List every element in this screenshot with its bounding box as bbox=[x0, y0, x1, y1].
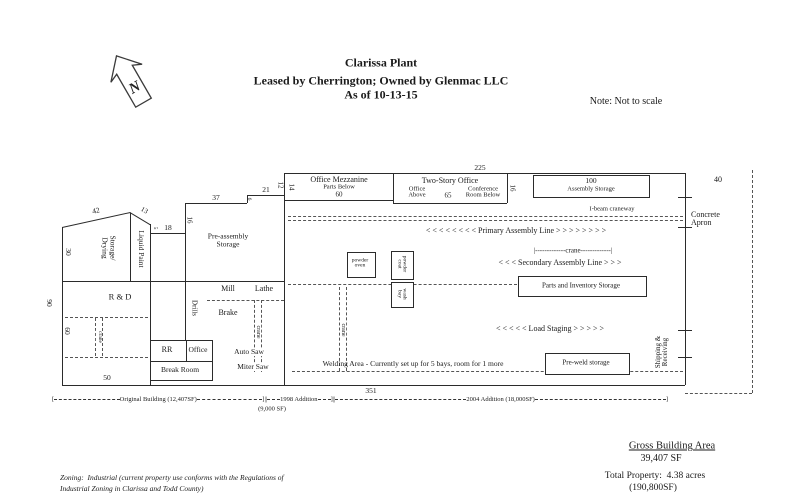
building-sections-bracket bbox=[52, 394, 668, 404]
dim-12: 12 bbox=[276, 181, 285, 189]
bracket-dash bbox=[54, 399, 120, 400]
as-of-date: As of 10-13-15 bbox=[344, 87, 418, 102]
wall-preassembly-left bbox=[185, 203, 186, 340]
break-room-label: Break Room bbox=[160, 365, 200, 375]
preweld-storage-label: Pre-weld storage bbox=[562, 358, 610, 367]
wall-step-37 bbox=[185, 203, 247, 204]
apron-boundary-bottom bbox=[685, 393, 752, 394]
powder-oven-label: powder oven bbox=[351, 257, 369, 269]
crane-label-hall: crane bbox=[340, 323, 347, 337]
crane-label-machine: crane bbox=[255, 325, 262, 339]
wall-upper-rooms-bottom bbox=[62, 281, 285, 282]
ibeam-craneway-label: I-beam craneway bbox=[589, 205, 635, 213]
wall-left bbox=[62, 227, 63, 385]
rd-crane-line bbox=[65, 357, 148, 358]
assembly-storage-label: Assembly Storage bbox=[567, 185, 615, 193]
crane-label-rd: crane bbox=[96, 331, 103, 343]
office-mezzanine-label: Office Mezzanine bbox=[310, 174, 368, 184]
addition-1998-sf: (9,000 SF) bbox=[258, 405, 286, 413]
dim-40-apron: 40 bbox=[714, 174, 722, 184]
bracket-dash bbox=[197, 399, 263, 400]
addition-1998-label: 1998 Addition bbox=[280, 395, 318, 403]
dim-5: 5 bbox=[151, 226, 158, 230]
wall-roof-slant-13 bbox=[129, 212, 150, 225]
office-label: Office bbox=[188, 345, 208, 355]
parts-inventory-label: Parts and Inventory Storage bbox=[542, 281, 620, 290]
wall-right bbox=[685, 173, 686, 385]
dim-6: 6 bbox=[245, 197, 252, 201]
auto-saw-label: Auto Saw bbox=[234, 347, 264, 357]
total-property-sf: (190,800SF) bbox=[629, 483, 677, 494]
machine-area-line bbox=[207, 300, 284, 301]
door-tick bbox=[678, 330, 692, 331]
dim-100: 100 bbox=[585, 176, 597, 186]
shipping-receiving-label: Shipping & Receiving bbox=[653, 335, 669, 369]
bracket-dash bbox=[535, 399, 666, 400]
dim-60-mezzanine: 60 bbox=[335, 190, 343, 199]
door-tick bbox=[678, 197, 692, 198]
dim-225: 225 bbox=[474, 163, 486, 173]
bracket-dash bbox=[318, 399, 331, 400]
drills-label: Drills bbox=[190, 300, 199, 316]
rd-label: R & D bbox=[108, 291, 132, 302]
lease-line: Leased by Cherrington; Owned by Glenmac LLC bbox=[253, 73, 509, 88]
wall-twostory-left bbox=[393, 173, 394, 203]
wall-mezzanine-bottom bbox=[284, 200, 393, 201]
dim-18: 18 bbox=[164, 223, 172, 233]
dim-37: 37 bbox=[212, 193, 220, 203]
apron-boundary-right bbox=[752, 170, 753, 393]
addition-2004-label: 2004 Addition (18,000SF) bbox=[466, 395, 535, 403]
bracket-sep: ]|| bbox=[330, 395, 336, 403]
ibeam-craneway-line bbox=[288, 216, 683, 217]
primary-assembly-line-label: < < < < < < < < Primary Assembly Line > > > > > > > > bbox=[425, 225, 607, 235]
gross-building-area-title: Gross Building Area bbox=[628, 440, 716, 452]
load-staging-label: < < < < < Load Staging > > > > > bbox=[496, 323, 604, 333]
dim-14: 14 bbox=[287, 183, 296, 191]
dim-65: 65 bbox=[444, 191, 452, 200]
preassembly-label: Pre-assembly Storage bbox=[207, 231, 249, 248]
rr-label: RR bbox=[161, 344, 173, 354]
original-building-label: Original Building (12,407SF) bbox=[119, 395, 197, 403]
bracket-open: [ bbox=[52, 395, 55, 403]
dim-351: 351 bbox=[365, 386, 377, 396]
wall-step-21 bbox=[247, 195, 284, 196]
gross-building-area-value: 39,407 SF bbox=[640, 452, 682, 464]
wall-step-18 bbox=[150, 233, 185, 234]
parts-below-label: Parts Below bbox=[323, 183, 355, 191]
dim-16: 16 bbox=[185, 216, 194, 224]
wash-bay-label: wash bay bbox=[396, 288, 408, 300]
plant-title: Clarissa Plant bbox=[344, 55, 418, 70]
welding-area-label: Welding Area - Currently set up for 5 bays, room for 1 more bbox=[322, 359, 504, 369]
dim-30: 30 bbox=[63, 248, 73, 256]
mill-label: Mill bbox=[221, 283, 235, 293]
door-tick bbox=[678, 227, 692, 228]
dim-42: 42 bbox=[91, 205, 101, 216]
dim-60: 60 bbox=[62, 327, 72, 335]
dim-13: 13 bbox=[139, 205, 150, 216]
concrete-apron-label: Concrete Apron bbox=[691, 209, 720, 228]
north-letter: N bbox=[126, 78, 144, 98]
crane-span-label: |-------------crane-------------| bbox=[533, 246, 613, 255]
lathe-label: Lathe bbox=[254, 283, 274, 293]
rd-crane-line bbox=[65, 317, 148, 318]
powder-coat-label: powder coat bbox=[396, 255, 408, 273]
bracket-dash bbox=[335, 399, 466, 400]
conference-below-label: Conference Room Below bbox=[465, 185, 501, 199]
dim-16-right: 16 bbox=[508, 184, 517, 192]
bracket-sep: ]|| bbox=[262, 395, 268, 403]
liquid-paint-label: Liquid Paint bbox=[136, 230, 146, 268]
miter-saw-label: Miter Saw bbox=[237, 362, 269, 372]
scale-note: Note: Not to scale bbox=[589, 95, 663, 107]
zoning-note: Zoning: Industrial (current property use conforms with the Regulations of Industrial Zoning in Clarissa and Todd County) bbox=[60, 473, 284, 493]
total-property-acres: Total Property: 4.38 acres bbox=[604, 471, 706, 482]
two-story-office-label: Two-Story Office bbox=[421, 175, 479, 185]
office-above-label: Office Above bbox=[408, 185, 426, 199]
ibeam-craneway-line bbox=[288, 220, 683, 221]
bracket-dash bbox=[267, 399, 280, 400]
brake-label: Brake bbox=[218, 307, 238, 317]
dim-21: 21 bbox=[262, 185, 270, 195]
wall-1998-divider bbox=[284, 173, 285, 385]
dim-50: 50 bbox=[103, 373, 111, 383]
secondary-assembly-line-label: < < < Secondary Assembly Line > > > bbox=[498, 257, 622, 267]
north-arrow-icon bbox=[92, 46, 170, 116]
dim-90: 90 bbox=[44, 299, 54, 307]
bracket-close: ] bbox=[665, 395, 668, 403]
storage-drying-label: Storage/ Drying bbox=[101, 235, 118, 261]
